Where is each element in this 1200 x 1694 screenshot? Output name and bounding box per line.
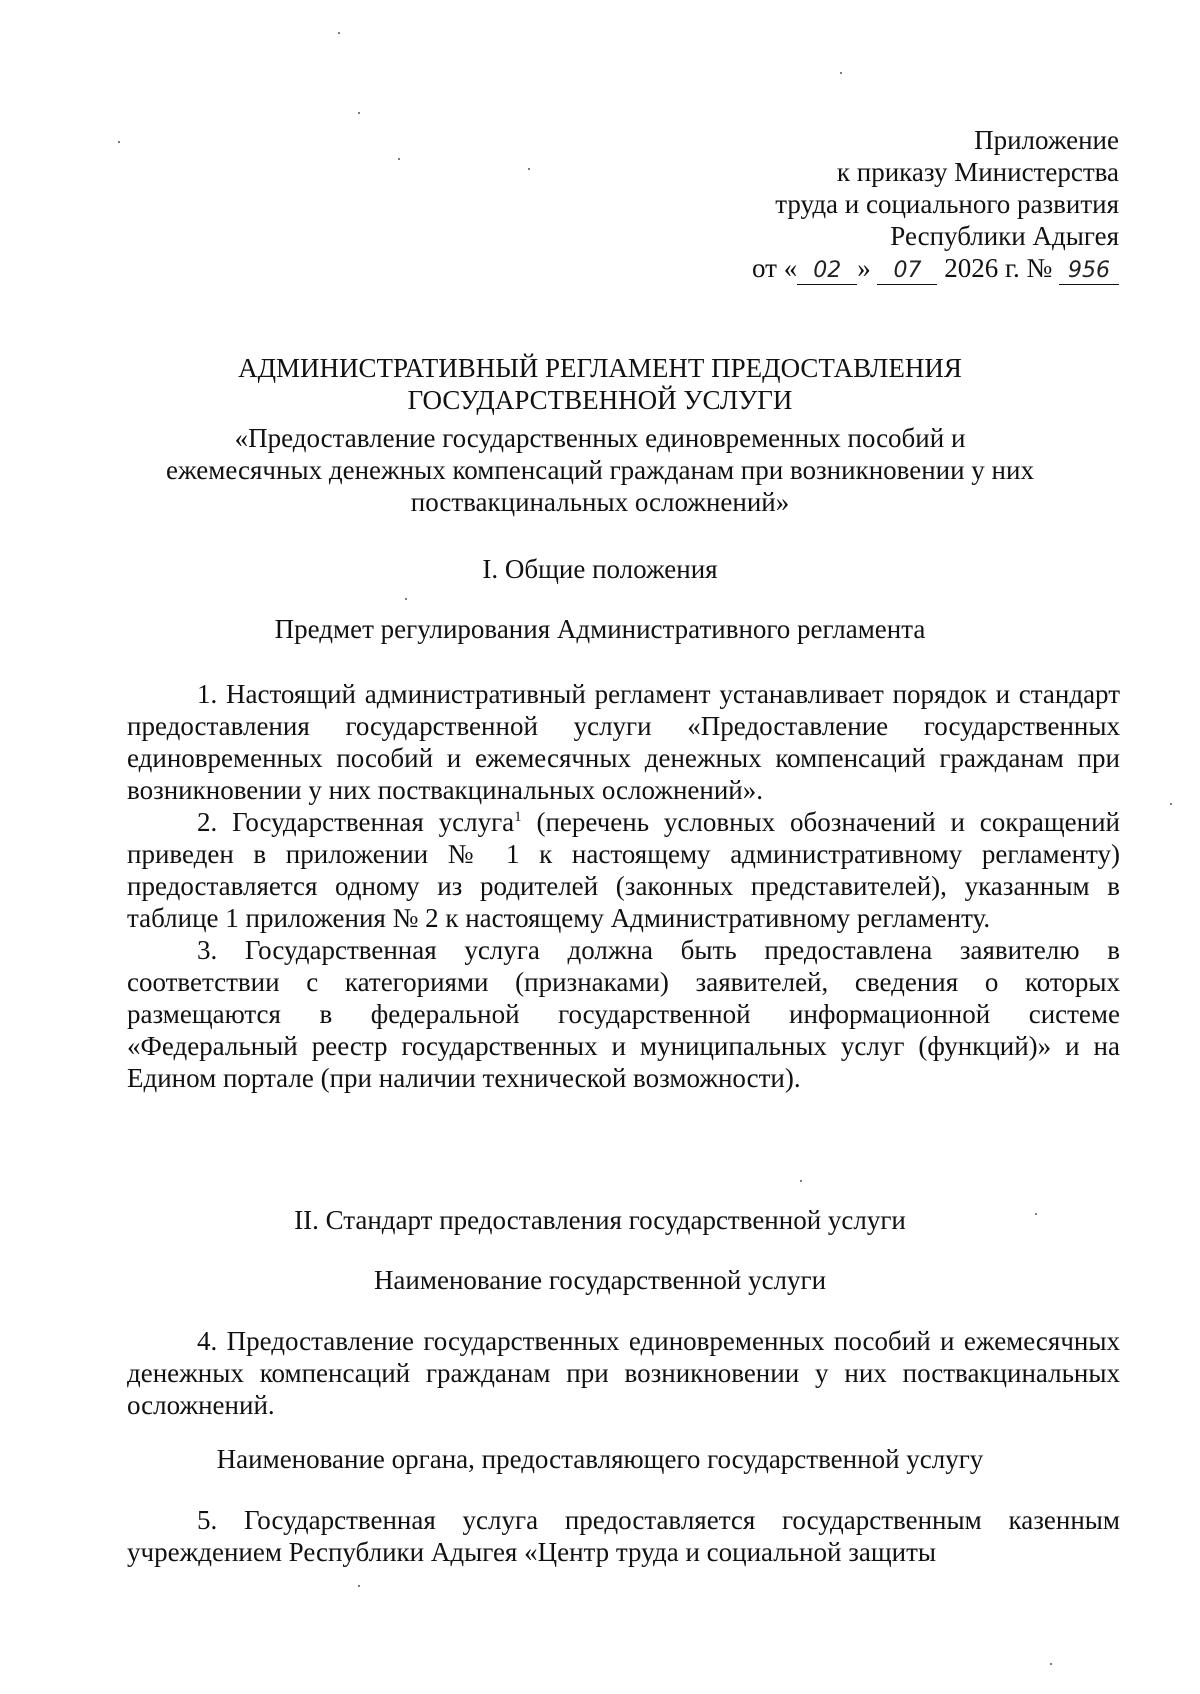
paragraph-2 <box>127 806 1120 934</box>
paragraph-1: 1. Настоящий административный регламент устанавливает порядок и стандарт предоставления государственной услуги «Предоставление государственных единовременных пособий и ежемесячных денежных компенсаций гражданам при возникновении у них поствакцинальных осложнений». <box>127 679 1120 805</box>
section-1-heading: I. Общие положения <box>482 554 718 584</box>
scan-speck <box>358 1585 360 1587</box>
date-mid: » <box>857 253 871 283</box>
footnote-marker: 1 <box>514 809 522 825</box>
scan-speck <box>840 72 842 74</box>
service-name-line-2: ежемесячных денежных компенсаций гражданам при возникновении у них <box>166 455 1034 485</box>
paragraph-2-start: 2. Государственная услуга <box>197 807 515 837</box>
section-1-body <box>127 678 1120 1094</box>
service-name <box>120 422 1080 518</box>
scan-speck <box>800 1180 802 1182</box>
section-2-subheading-2: Наименование органа, предоставляющего государственной услугу <box>216 1444 984 1474</box>
paragraph-2-rest: (перечень условных обозначений и сокращений приведен в приложении № 1 к настоящему административному регламенту) предоставляется одному из родителей (законных представителей), указанным в таблице 1 приложения № 2 к настоящему Административному регламенту. <box>127 807 1120 933</box>
appendix-header <box>600 124 1119 285</box>
order-date-line <box>600 252 1119 285</box>
title-line-2: ГОСУДАРСТВЕННОЙ УСЛУГИ <box>407 385 793 415</box>
scan-speck <box>358 112 360 114</box>
scan-speck <box>405 598 407 600</box>
document-title <box>120 352 1080 416</box>
header-line-4: Республики Адыгея <box>890 221 1119 251</box>
header-line-3: труда и социального развития <box>775 189 1119 219</box>
paragraph-4: 4. Предоставление государственных единовременных пособий и ежемесячных денежных компенсаций гражданам при возникновении у них поствакцинальных осложнений. <box>127 1326 1120 1420</box>
section-2-body <box>127 1325 1120 1421</box>
handwritten-order-number: 956 <box>1059 258 1119 285</box>
scan-speck <box>1035 1213 1037 1215</box>
date-year: 2026 г. № <box>944 253 1053 283</box>
paragraph-5: 5. Государственная услуга предоставляется государственным казенным учреждением Республики Адыгея «Центр труда и социальной защиты <box>127 1505 1120 1567</box>
handwritten-day: 02 <box>797 258 857 285</box>
scan-speck <box>528 168 530 170</box>
title-line-1: АДМИНИСТРАТИВНЫЙ РЕГЛАМЕНТ ПРЕДОСТАВЛЕНИЯ <box>238 353 962 383</box>
header-line-2: к приказу Министерства <box>836 157 1119 187</box>
handwritten-month: 07 <box>877 258 937 285</box>
header-line-1: Приложение <box>974 125 1119 155</box>
scan-speck <box>338 32 340 34</box>
section-1-subheading: Предмет регулирования Административного регламента <box>274 614 926 644</box>
scan-speck <box>1170 803 1172 805</box>
section-2-subheading: Наименование государственной услуги <box>373 1265 827 1295</box>
scan-speck <box>1050 1663 1052 1665</box>
service-name-line-1: «Предоставление государственных единовременных пособий и <box>234 423 966 453</box>
date-prefix: от « <box>752 253 798 283</box>
section-2-heading: II. Стандарт предоставления государственной услуги <box>294 1205 906 1235</box>
paragraph-3: 3. Государственная услуга должна быть предоставлена заявителю в соответствии с категориями (признаками) заявителей, сведения о которых размещаются в федеральной государственной информационной системе «Федеральный реестр государственных и муниципальных услуг (функций)» и на Едином портале (при наличии технической возможности). <box>127 935 1120 1093</box>
scan-speck <box>398 158 400 160</box>
section-2-body-2 <box>127 1504 1120 1568</box>
service-name-line-3: поствакцинальных осложнений» <box>410 487 790 517</box>
scan-speck <box>118 141 120 143</box>
